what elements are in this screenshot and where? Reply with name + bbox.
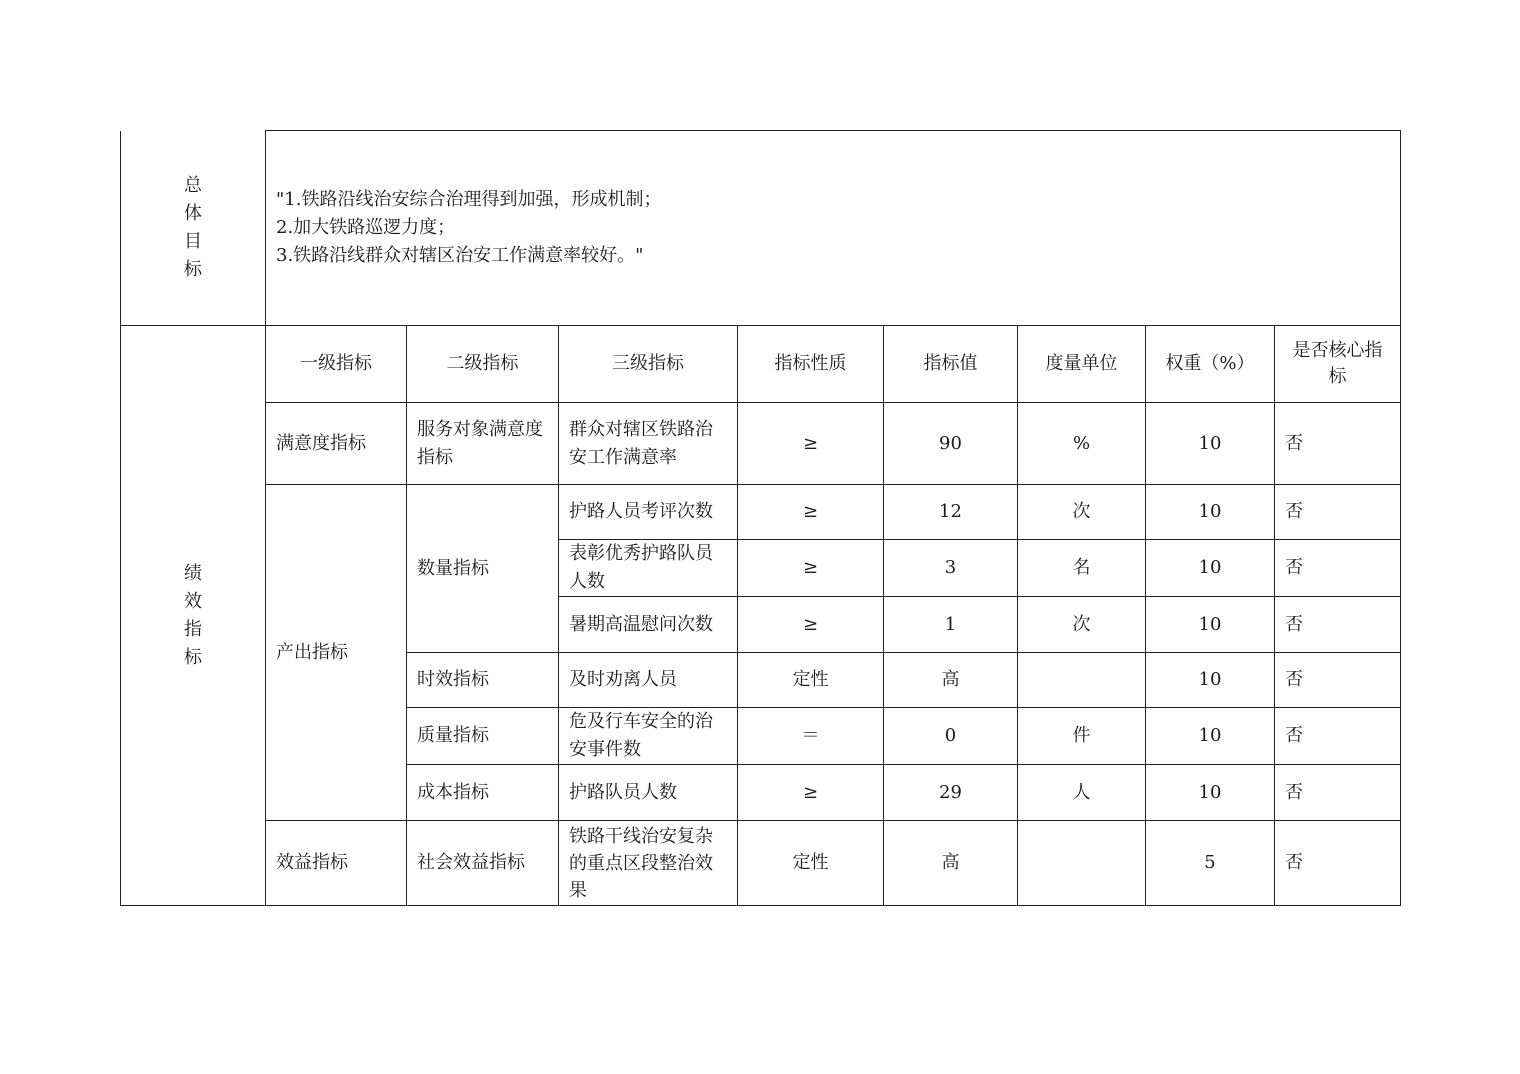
level2-cell: 数量指标 (407, 485, 559, 653)
label-char: 目 (184, 230, 202, 252)
core-cell: 否 (1275, 708, 1401, 765)
nature-cell: ≥ (738, 485, 884, 540)
nature-cell: ≥ (738, 540, 884, 597)
weight-cell: 10 (1146, 653, 1275, 708)
performance-indicator-label (121, 326, 266, 906)
core-cell: 否 (1275, 653, 1401, 708)
label-char: 总 (184, 174, 202, 196)
label-char: 效 (184, 590, 202, 612)
header-core: 是否核心指标 (1275, 326, 1401, 403)
overall-goal-label (121, 131, 266, 326)
header-weight: 权重（%） (1146, 326, 1275, 403)
weight-cell: 10 (1146, 485, 1275, 540)
level2-cell: 服务对象满意度指标 (407, 403, 559, 485)
nature-cell: 定性 (738, 821, 884, 906)
nature-cell: ≥ (738, 403, 884, 485)
unit-cell (1018, 821, 1146, 906)
unit-cell: 名 (1018, 540, 1146, 597)
unit-cell (1018, 653, 1146, 708)
unit-cell: 人 (1018, 765, 1146, 821)
nature-cell: ＝ (738, 708, 884, 765)
value-cell: 29 (884, 765, 1018, 821)
value-cell: 12 (884, 485, 1018, 540)
level3-cell: 及时劝离人员 (559, 653, 738, 708)
core-cell: 否 (1275, 821, 1401, 906)
core-cell: 否 (1275, 540, 1401, 597)
level3-cell: 暑期高温慰问次数 (559, 597, 738, 653)
table-row (121, 485, 1401, 540)
table-row (121, 403, 1401, 485)
overall-goal-row (121, 131, 1401, 326)
level3-cell: 护路队员人数 (559, 765, 738, 821)
level3-cell: 护路人员考评次数 (559, 485, 738, 540)
level3-cell: 表彰优秀护路队员人数 (559, 540, 738, 597)
performance-target-table (120, 130, 1401, 906)
level3-cell: 铁路干线治安复杂的重点区段整治效果 (559, 821, 738, 906)
level1-cell: 满意度指标 (266, 403, 407, 485)
value-cell: 0 (884, 708, 1018, 765)
value-cell: 高 (884, 821, 1018, 906)
header-level3: 三级指标 (559, 326, 738, 403)
label-char: 绩 (184, 562, 202, 584)
level2-cell: 时效指标 (407, 653, 559, 708)
weight-cell: 10 (1146, 765, 1275, 821)
weight-cell: 10 (1146, 403, 1275, 485)
header-unit: 度量单位 (1018, 326, 1146, 403)
level2-cell: 质量指标 (407, 708, 559, 765)
core-cell: 否 (1275, 765, 1401, 821)
label-char: 标 (184, 258, 202, 280)
level1-cell: 效益指标 (266, 821, 407, 906)
level1-cell: 产出指标 (266, 485, 407, 821)
nature-cell: 定性 (738, 653, 884, 708)
nature-cell: ≥ (738, 765, 884, 821)
weight-cell: 5 (1146, 821, 1275, 906)
level2-cell: 社会效益指标 (407, 821, 559, 906)
nature-cell: ≥ (738, 597, 884, 653)
header-level1: 一级指标 (266, 326, 407, 403)
core-cell: 否 (1275, 597, 1401, 653)
unit-cell: 件 (1018, 708, 1146, 765)
weight-cell: 10 (1146, 540, 1275, 597)
header-level2: 二级指标 (407, 326, 559, 403)
core-cell: 否 (1275, 403, 1401, 485)
goal-line-1: "1.铁路沿线治安综合治理得到加强，形成机制； (276, 189, 662, 210)
weight-cell: 10 (1146, 708, 1275, 765)
overall-goal-text (266, 131, 1401, 326)
value-cell: 1 (884, 597, 1018, 653)
unit-cell: 次 (1018, 485, 1146, 540)
goal-line-2: 2.加大铁路巡逻力度； (276, 217, 456, 238)
header-row (121, 326, 1401, 403)
goal-line-3: 3.铁路沿线群众对辖区治安工作满意率较好。" (276, 245, 644, 266)
table-row (121, 821, 1401, 906)
label-char: 体 (184, 202, 202, 224)
level3-cell: 危及行车安全的治安事件数 (559, 708, 738, 765)
value-cell: 90 (884, 403, 1018, 485)
header-nature: 指标性质 (738, 326, 884, 403)
value-cell: 3 (884, 540, 1018, 597)
core-cell: 否 (1275, 485, 1401, 540)
level3-cell: 群众对辖区铁路治安工作满意率 (559, 403, 738, 485)
weight-cell: 10 (1146, 597, 1275, 653)
unit-cell: 次 (1018, 597, 1146, 653)
unit-cell: % (1018, 403, 1146, 485)
label-char: 标 (184, 646, 202, 668)
value-cell: 高 (884, 653, 1018, 708)
level2-cell: 成本指标 (407, 765, 559, 821)
header-value: 指标值 (884, 326, 1018, 403)
label-char: 指 (184, 618, 202, 640)
